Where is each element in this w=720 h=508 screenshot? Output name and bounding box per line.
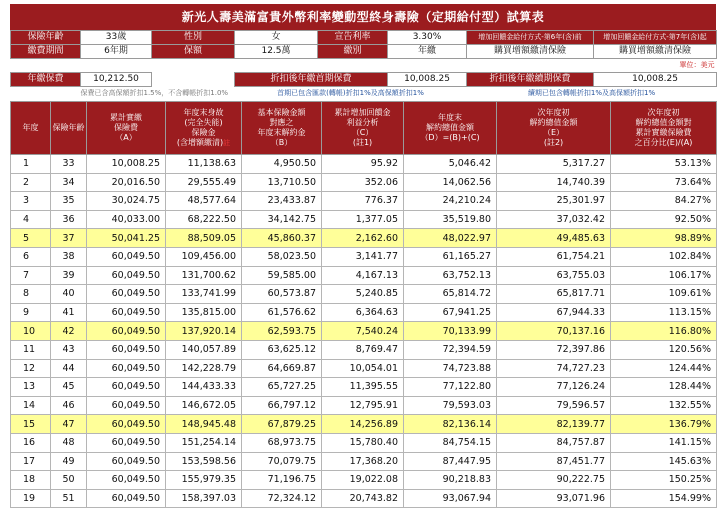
table-cell: 47 — [51, 415, 87, 434]
table-cell: 18 — [11, 471, 51, 490]
premium-subrow — [11, 87, 717, 101]
column-header-4: 基本保險金額 對應之 年度末解約金 （B） — [242, 102, 322, 155]
table-cell: 10,008.25 — [87, 155, 166, 174]
table-cell: 60,049.50 — [87, 340, 166, 359]
table-row — [11, 433, 717, 452]
gender-value: 女 — [235, 31, 318, 45]
table-cell: 4,950.50 — [242, 155, 322, 174]
table-row — [11, 489, 717, 508]
table-cell: 63,755.03 — [497, 266, 611, 285]
table-cell: 77,126.24 — [497, 378, 611, 397]
table-row — [11, 210, 717, 229]
table-cell: 29,555.49 — [166, 173, 242, 192]
table-cell: 65,817.71 — [497, 285, 611, 304]
table-cell: 8,769.47 — [322, 340, 404, 359]
table-cell: 93,067.94 — [404, 489, 497, 508]
table-cell: 151,254.14 — [166, 433, 242, 452]
table-body — [11, 155, 717, 508]
renewal-value: 10,008.25 — [594, 73, 717, 87]
table-cell: 70,133.99 — [404, 322, 497, 341]
table-cell: 60,049.50 — [87, 471, 166, 490]
table-cell: 15 — [11, 415, 51, 434]
table-cell: 23,433.87 — [242, 192, 322, 211]
table-cell: 4,167.13 — [322, 266, 404, 285]
table-cell: 61,165.27 — [404, 247, 497, 266]
table-cell: 60,049.50 — [87, 378, 166, 397]
table-cell: 87,447.95 — [404, 452, 497, 471]
table-cell: 53.13% — [611, 155, 717, 174]
table-row — [11, 322, 717, 341]
table-cell: 102.84% — [611, 247, 717, 266]
column-header-5: 累計增加回饋金 利益分析 （C） (註1) — [322, 102, 404, 155]
table-cell: 71,196.75 — [242, 471, 322, 490]
table-cell: 14 — [11, 396, 51, 415]
unit-note: 單位：美元 — [679, 61, 715, 69]
table-cell: 45 — [51, 378, 87, 397]
gender-label: 性別 — [152, 31, 235, 45]
table-cell: 60,049.50 — [87, 303, 166, 322]
table-cell: 1 — [11, 155, 51, 174]
illustration-sheet — [10, 4, 716, 508]
table-cell: 11,395.55 — [322, 378, 404, 397]
table-row — [11, 266, 717, 285]
table-cell: 9 — [11, 303, 51, 322]
table-cell: 90,218.83 — [404, 471, 497, 490]
table-cell: 77,122.80 — [404, 378, 497, 397]
table-cell: 45,860.37 — [242, 229, 322, 248]
table-cell: 41 — [51, 303, 87, 322]
table-cell: 37 — [51, 229, 87, 248]
table-cell: 62,593.75 — [242, 322, 322, 341]
table-cell: 58,023.50 — [242, 247, 322, 266]
table-cell: 60,573.87 — [242, 285, 322, 304]
pay-period-label: 繳費期間 — [11, 45, 81, 59]
rider-label-7: 增加回饋金給付方式-第7年(含)起 — [594, 31, 717, 45]
table-cell: 82,139.77 — [497, 415, 611, 434]
table-cell: 24,210.24 — [404, 192, 497, 211]
info-row-1 — [11, 31, 717, 45]
rider-value-6: 購買增額繳清保險 — [467, 45, 594, 59]
table-cell: 14,740.39 — [497, 173, 611, 192]
info-row-2 — [11, 45, 717, 59]
illustration-table — [10, 101, 717, 508]
table-cell: 120.56% — [611, 340, 717, 359]
pay-mode-label: 繳別 — [318, 45, 388, 59]
table-row — [11, 471, 717, 490]
table-cell: 3 — [11, 192, 51, 211]
table-cell: 60,049.50 — [87, 433, 166, 452]
table-cell: 92.50% — [611, 210, 717, 229]
table-cell: 43 — [51, 340, 87, 359]
table-row — [11, 340, 717, 359]
insured-age-label: 保險年齡 — [11, 31, 81, 45]
table-cell: 13 — [11, 378, 51, 397]
table-cell: 48,022.97 — [404, 229, 497, 248]
table-cell: 11 — [11, 340, 51, 359]
table-cell: 42 — [51, 322, 87, 341]
annual-premium-label: 年繳保費 — [11, 73, 81, 87]
table-row — [11, 378, 717, 397]
table-header-row — [11, 102, 717, 155]
table-cell: 73.64% — [611, 173, 717, 192]
policy-info-table — [10, 30, 717, 72]
premium-note: 保費已含高保額折扣1.5%，不含轉帳折扣1.0% — [80, 89, 229, 97]
table-cell: 60,049.50 — [87, 266, 166, 285]
table-cell: 61,576.62 — [242, 303, 322, 322]
column-header-3: 年度末身故 (完全失能) 保險金 (含增額繳清)註 — [166, 102, 242, 155]
table-cell: 12 — [11, 359, 51, 378]
column-header-0: 年度 — [11, 102, 51, 155]
table-cell: 63,752.13 — [404, 266, 497, 285]
sum-insured-label: 保額 — [152, 45, 235, 59]
table-cell: 34,142.75 — [242, 210, 322, 229]
table-cell: 140,057.89 — [166, 340, 242, 359]
table-cell: 136.79% — [611, 415, 717, 434]
table-cell: 20,016.50 — [87, 173, 166, 192]
table-cell: 19,022.08 — [322, 471, 404, 490]
table-cell: 141.15% — [611, 433, 717, 452]
table-cell: 60,049.50 — [87, 396, 166, 415]
table-row — [11, 452, 717, 471]
table-cell: 2 — [11, 173, 51, 192]
table-row — [11, 247, 717, 266]
renewal-label: 折扣後年繳續期保費 — [467, 73, 594, 87]
table-cell: 17,368.20 — [322, 452, 404, 471]
table-cell: 79,596.57 — [497, 396, 611, 415]
table-cell: 60,049.50 — [87, 285, 166, 304]
table-cell: 63,625.12 — [242, 340, 322, 359]
first-period-label: 折扣後年繳首期保費 — [235, 73, 388, 87]
sum-insured-value: 12.5萬 — [235, 45, 318, 59]
table-cell: 40,033.00 — [87, 210, 166, 229]
table-cell: 132.55% — [611, 396, 717, 415]
column-header-6: 年度末 解約總值金額 （D）=(B)+(C) — [404, 102, 497, 155]
table-cell: 144,433.33 — [166, 378, 242, 397]
table-cell: 1,377.05 — [322, 210, 404, 229]
table-cell: 67,944.33 — [497, 303, 611, 322]
table-cell: 82,136.14 — [404, 415, 497, 434]
table-cell: 40 — [51, 285, 87, 304]
table-cell: 61,754.21 — [497, 247, 611, 266]
table-cell: 50,041.25 — [87, 229, 166, 248]
premium-row — [11, 73, 717, 87]
table-cell: 14,062.56 — [404, 173, 497, 192]
annual-premium-value: 10,212.50 — [81, 73, 152, 87]
table-cell: 10 — [11, 322, 51, 341]
table-cell: 87,451.77 — [497, 452, 611, 471]
table-cell: 68,973.75 — [242, 433, 322, 452]
table-cell: 39 — [51, 266, 87, 285]
table-cell: 776.37 — [322, 192, 404, 211]
table-cell: 68,222.50 — [166, 210, 242, 229]
table-cell: 6,364.63 — [322, 303, 404, 322]
table-cell: 14,256.89 — [322, 415, 404, 434]
first-period-value: 10,008.25 — [388, 73, 467, 87]
table-cell: 35 — [51, 192, 87, 211]
table-row — [11, 173, 717, 192]
pay-period-value: 6年期 — [81, 45, 152, 59]
rider-label-6: 增加回饋金給付方式-第6年(含)前 — [467, 31, 594, 45]
table-cell: 30,024.75 — [87, 192, 166, 211]
column-header-7: 次年度初 解約總值金額 （E） (註2) — [497, 102, 611, 155]
table-cell: 36 — [51, 210, 87, 229]
table-cell: 109.61% — [611, 285, 717, 304]
table-cell: 50 — [51, 471, 87, 490]
renewal-note: 續期已包含轉帳折扣1%及高保額折扣1% — [527, 89, 656, 97]
table-cell: 106.17% — [611, 266, 717, 285]
table-cell: 352.06 — [322, 173, 404, 192]
table-cell: 60,049.50 — [87, 322, 166, 341]
table-cell: 49,485.63 — [497, 229, 611, 248]
table-cell: 72,324.12 — [242, 489, 322, 508]
table-cell: 60,049.50 — [87, 415, 166, 434]
table-cell: 35,519.80 — [404, 210, 497, 229]
column-header-8: 次年度初 解約總值金額對 累計實繳保險費 之百分比(E)/(A) — [611, 102, 717, 155]
table-cell: 116.80% — [611, 322, 717, 341]
table-cell: 8 — [11, 285, 51, 304]
table-cell: 49 — [51, 452, 87, 471]
table-cell: 158,397.03 — [166, 489, 242, 508]
table-cell: 109,456.00 — [166, 247, 242, 266]
table-cell: 124.44% — [611, 359, 717, 378]
table-cell: 148,945.48 — [166, 415, 242, 434]
table-cell: 133,741.99 — [166, 285, 242, 304]
declared-rate-label: 宣告利率 — [318, 31, 388, 45]
info-subrow-1 — [11, 59, 717, 73]
table-cell: 17 — [11, 452, 51, 471]
table-cell: 84,757.87 — [497, 433, 611, 452]
table-cell: 7 — [11, 266, 51, 285]
table-cell: 154.99% — [611, 489, 717, 508]
table-cell: 46 — [51, 396, 87, 415]
table-cell: 13,710.50 — [242, 173, 322, 192]
table-cell: 90,222.75 — [497, 471, 611, 490]
table-cell: 88,509.05 — [166, 229, 242, 248]
table-cell: 38 — [51, 247, 87, 266]
table-cell: 5,046.42 — [404, 155, 497, 174]
table-row — [11, 415, 717, 434]
table-cell: 150.25% — [611, 471, 717, 490]
table-cell: 60,049.50 — [87, 359, 166, 378]
table-cell: 5 — [11, 229, 51, 248]
table-cell: 113.15% — [611, 303, 717, 322]
table-cell: 65,814.72 — [404, 285, 497, 304]
table-cell: 48,577.64 — [166, 192, 242, 211]
table-cell: 146,672.05 — [166, 396, 242, 415]
table-row — [11, 359, 717, 378]
table-cell: 20,743.82 — [322, 489, 404, 508]
table-cell: 66,797.12 — [242, 396, 322, 415]
table-cell: 128.44% — [611, 378, 717, 397]
table-cell: 153,598.56 — [166, 452, 242, 471]
column-header-1: 保險年齡 — [51, 102, 87, 155]
insured-age-value: 33歲 — [81, 31, 152, 45]
table-cell: 84.27% — [611, 192, 717, 211]
table-cell: 67,879.25 — [242, 415, 322, 434]
header-note-mark: 註 — [223, 139, 231, 147]
table-cell: 65,727.25 — [242, 378, 322, 397]
column-header-2: 累計實繳 保險費 （A） — [87, 102, 166, 155]
table-cell: 48 — [51, 433, 87, 452]
table-cell: 60,049.50 — [87, 489, 166, 508]
table-cell: 11,138.63 — [166, 155, 242, 174]
page-title: 新光人壽美滿富貴外幣利率變動型終身壽險（定期給付型）試算表 — [10, 4, 716, 30]
table-cell: 155,979.35 — [166, 471, 242, 490]
table-cell: 33 — [51, 155, 87, 174]
table-row — [11, 229, 717, 248]
table-cell: 70,079.75 — [242, 452, 322, 471]
table-cell: 95.92 — [322, 155, 404, 174]
table-cell: 37,032.42 — [497, 210, 611, 229]
table-cell: 5,240.85 — [322, 285, 404, 304]
table-cell: 4 — [11, 210, 51, 229]
table-cell: 64,669.87 — [242, 359, 322, 378]
table-cell: 93,071.96 — [497, 489, 611, 508]
table-row — [11, 285, 717, 304]
table-cell: 19 — [11, 489, 51, 508]
table-cell: 70,137.16 — [497, 322, 611, 341]
table-row — [11, 303, 717, 322]
table-cell: 142,228.79 — [166, 359, 242, 378]
premium-table — [10, 72, 717, 100]
table-cell: 137,920.14 — [166, 322, 242, 341]
table-cell: 79,593.03 — [404, 396, 497, 415]
pay-mode-value: 年繳 — [388, 45, 467, 59]
table-cell: 98.89% — [611, 229, 717, 248]
table-cell: 74,723.88 — [404, 359, 497, 378]
table-cell: 7,540.24 — [322, 322, 404, 341]
table-cell: 6 — [11, 247, 51, 266]
table-cell: 72,397.86 — [497, 340, 611, 359]
table-row — [11, 155, 717, 174]
table-cell: 25,301.97 — [497, 192, 611, 211]
table-cell: 72,394.59 — [404, 340, 497, 359]
table-cell: 51 — [51, 489, 87, 508]
table-cell: 5,317.27 — [497, 155, 611, 174]
table-cell: 34 — [51, 173, 87, 192]
table-cell: 67,941.25 — [404, 303, 497, 322]
table-cell: 12,795.91 — [322, 396, 404, 415]
table-cell: 15,780.40 — [322, 433, 404, 452]
table-cell: 60,049.50 — [87, 247, 166, 266]
table-cell: 44 — [51, 359, 87, 378]
table-cell: 10,054.01 — [322, 359, 404, 378]
table-cell: 3,141.77 — [322, 247, 404, 266]
table-row — [11, 396, 717, 415]
first-period-note: 首期已包含匯款(轉帳)折扣1%及高保額折扣1% — [277, 89, 424, 97]
table-row — [11, 192, 717, 211]
declared-rate-value: 3.30% — [388, 31, 467, 45]
table-cell: 135,815.00 — [166, 303, 242, 322]
table-cell: 74,727.23 — [497, 359, 611, 378]
table-cell: 2,162.60 — [322, 229, 404, 248]
table-cell: 145.63% — [611, 452, 717, 471]
table-cell: 16 — [11, 433, 51, 452]
table-cell: 60,049.50 — [87, 452, 166, 471]
table-cell: 131,700.62 — [166, 266, 242, 285]
table-cell: 59,585.00 — [242, 266, 322, 285]
table-cell: 84,754.15 — [404, 433, 497, 452]
rider-value-7: 購買增額繳清保險 — [594, 45, 717, 59]
